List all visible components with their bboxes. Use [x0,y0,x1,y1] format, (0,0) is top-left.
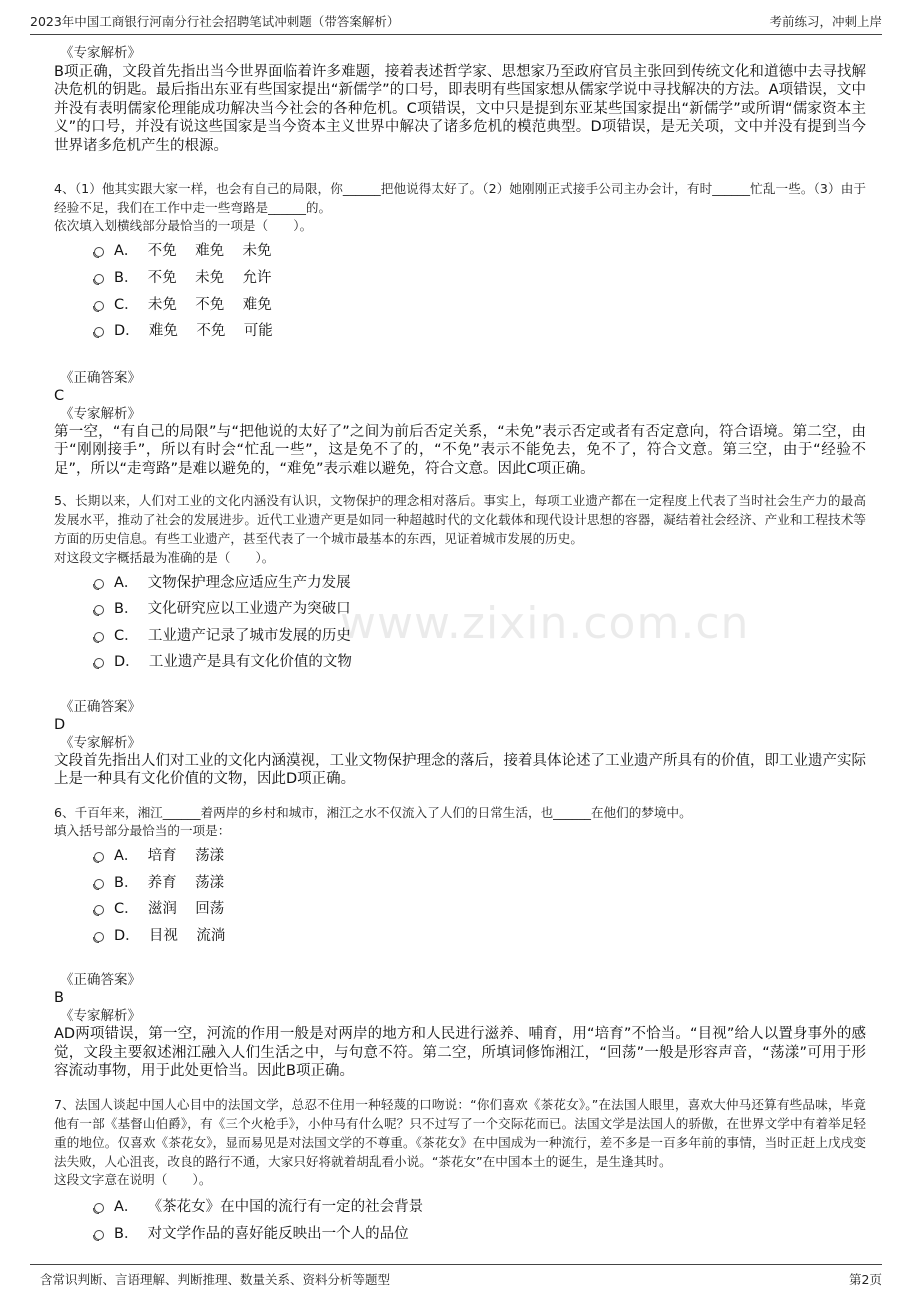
question-4 [54,179,866,478]
option-c[interactable]: C． 未免 不免 难免 [54,292,866,319]
question-stem: 6、千百年来，湘江______着两岸的乡村和城市，湘江之水不仅流入了人们的日常生活，也______在他们的梦境中。 [54,804,692,820]
page-content [54,44,866,1248]
radio-icon[interactable] [94,658,104,668]
radio-icon[interactable] [94,579,104,589]
option-b[interactable]: B． 对文学作品的喜好能反映出一个人的品位 [54,1221,866,1248]
correct-answer: D [54,717,66,734]
expert-analysis-label: 《专家解析》 [60,45,141,61]
question-prompt: 依次填入划横线部分最恰当的一项是（ ）。 [54,218,313,234]
question-7 [54,1095,866,1248]
question-6 [54,803,866,1081]
option-c[interactable]: C． 工业遗产记录了城市发展的历史 [54,623,866,650]
option-c[interactable]: C． 滋润 回荡 [54,896,866,923]
option-b[interactable]: B． 文化研究应以工业遗产为突破口 [54,596,866,623]
question-analysis: 第一空，“有自己的局限”与“把他说的太好了”之间为前后否定关系，“未免”表示否定或者有否定意向，符合语境。第二空，由于“刚刚接手”，所以有时会“忙乱一些”，这是免不了的，“不免”表示不能免去，免不了，符合文意。第三空，由于“经验不足”，所以“走弯路”是难以避免的，“难免”表示难以避免，符合文意。因此C项正确。 [54,423,866,477]
expert-analysis-label: 《专家解析》 [60,1008,141,1025]
option-a[interactable]: A． 文物保护理念应适应生产力发展 [54,570,866,597]
radio-icon[interactable] [94,327,104,337]
question-stem: 7、法国人谈起中国人心目中的法国文学，总忍不住用一种轻蔑的口吻说：“你们喜欢《茶花女》。”在法国人眼里，喜欢大仲马还算有些品味，毕竟他有一部《基督山伯爵》，有《三个火枪手》，小仲马有什么呢？只不过写了一个交际花而已。法国文学是法国人的骄傲，在世界文学中有着举足轻重的地位。仅喜欢《茶花女》，显而易见是对法国文学的不尊重。《茶花女》在中国成为一种流行，差不多是一百多年前的事情，当时正赶上戊戌变法失败，人心沮丧，改良的路行不通，大家只好将就着胡乱看小说。“茶花女”在中国本土的诞生，是生逢其时。 [54,1096,866,1170]
question-analysis: AD两项错误，第一空，河流的作用一般是对两岸的地方和人民进行滋养、哺育，用“培育”不恰当。“目视”给人以置身事外的感觉，文段主要叙述湘江融入人们生活之中，与句意不符。第二空，所填词修饰湘江，“回荡”一般是形容声音，“荡漾”可用于形容流动事物，用于此处更恰当。因此B项正确。 [54,1026,866,1080]
option-a[interactable]: A． 《茶花女》在中国的流行有一定的社会背景 [54,1194,866,1221]
question-analysis: 文段首先指出人们对工业的文化内涵漠视，工业文物保护理念的落后，接着具体论述了工业遗产所具有的价值，即工业遗产实际上是一种具有文化价值的文物，因此D项正确。 [54,753,866,788]
radio-icon[interactable] [94,1203,104,1213]
expert-analysis-label: 《专家解析》 [60,735,141,752]
q3-analysis: B项正确，文段首先指出当今世界面临着许多难题，接着表述哲学家、思想家乃至政府官员主张回到传统文化和道德中去寻找解决危机的钥匙。最后指出东亚有些国家提出“新儒学”的口号，即表明有些国家想从儒家学说中寻找解决的方法。A项错误，文中并没有表明儒家伦理能成功解决当今社会的各种危机。C项错误，文中只是提到东亚某些国家提出“新儒学”或所谓“儒家资本主义”的口号，并没有说这些国家是当今资本主义世界中解决了诸多危机的模范典型。D项错误，是无关项，文中并没有提到当今世界诸多危机产生的根源。 [54,64,866,154]
question-prompt: 填入括号部分最恰当的一项是： [54,823,231,839]
radio-icon[interactable] [94,301,104,311]
option-d[interactable]: D． 目视 流淌 [54,923,866,950]
radio-icon[interactable] [94,879,104,889]
watermark: www.zixin.com.cn [340,598,750,649]
document-title: 2023年中国工商银行河南分行社会招聘笔试冲刺题（带答案解析） [30,14,400,29]
radio-icon[interactable] [94,632,104,642]
option-d[interactable]: D． 工业遗产是具有文化价值的文物 [54,649,866,676]
correct-answer-label: 《正确答案》 [60,699,141,716]
question-stem: 5、长期以来，人们对工业的文化内涵没有认识，文物保护的理念相对落后。事实上，每项工业遗产都在一定程度上代表了当时社会生产力的最高发展水平，推动了社会的发展进步。近代工业遗产更是如同一种超越时代的文化载体和现代设计思想的容器，凝结着社会经济、产业和工程技术等方面的历史信息。有些工业遗产，甚至代表了一个城市最基本的东西，见证着城市发展的历史。 [54,493,866,547]
page-number: 第2页 [849,1272,882,1287]
radio-icon[interactable] [94,932,104,942]
expert-analysis-label: 《专家解析》 [60,405,141,422]
correct-answer-label: 《正确答案》 [60,972,141,989]
radio-icon[interactable] [94,605,104,615]
question-stem: 4、（1）他其实跟大家一样，也会有自己的局限，你______把他说得太好了。（2）她刚刚正式接手公司主办会计，有时______忙乱一些。（3）由于经验不足，我们在工作中走一些弯路是______的。 [54,181,866,216]
option-a[interactable]: A． 不免 难免 未免 [54,238,866,265]
radio-icon[interactable] [94,274,104,284]
question-prompt: 对这段文字概括最为准确的是（ ）。 [54,549,275,565]
correct-answer: C [54,387,65,404]
option-d[interactable]: D． 难免 不免 可能 [54,318,866,345]
option-a[interactable]: A． 培育 荡漾 [54,843,866,870]
radio-icon[interactable] [94,1230,104,1240]
footer-topics: 含常识判断、言语理解、判断推理、数量关系、资料分析等题型 [40,1272,391,1287]
page-footer [30,1264,882,1287]
question-5 [54,491,866,789]
correct-answer-label: 《正确答案》 [60,369,141,386]
correct-answer: B [54,990,64,1007]
question-prompt: 这段文字意在说明（ ）。 [54,1172,212,1188]
radio-icon[interactable] [94,905,104,915]
option-b[interactable]: B． 养育 荡漾 [54,870,866,897]
option-b[interactable]: B． 不免 未免 允许 [54,265,866,292]
radio-icon[interactable] [94,247,104,257]
radio-icon[interactable] [94,852,104,862]
page-header [30,8,882,35]
header-slogan: 考前练习，冲刺上岸 [769,14,882,29]
